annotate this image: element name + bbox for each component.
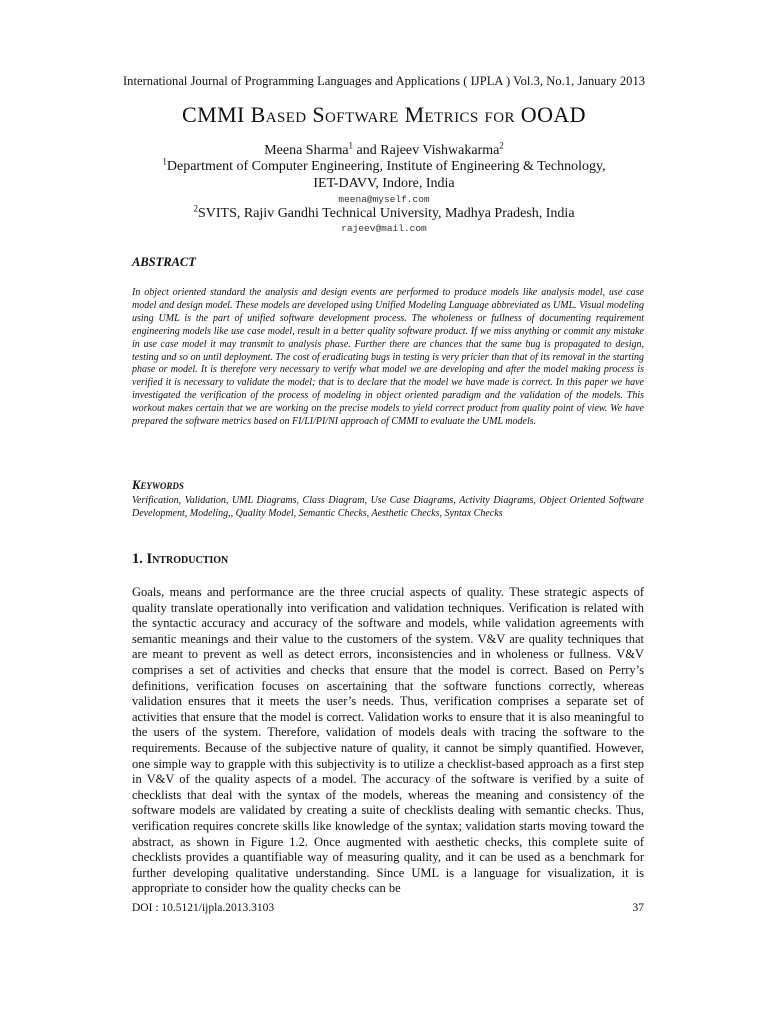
introduction-text: Goals, means and performance are the three crucial aspects of quality. These strategic aspects of quality translate operationally into verification and validation techniques. Verification is related with the syntactic accuracy and accuracy of the software and models, while validation agreements with semantic meanings and their value to the customers of the system. V&V are quality techniques that are meant to prevent as well as detect errors, inconsistencies and in wholeness or fullness. V&V comprises a set of activities and checks that ensure that the model is correct. Based on Perry’s definitions, verification focuses on ascertaining that the software functions correctly, whereas validation ensures that it meets the user’s needs. Thus, verification comprises a separate set of activities that ensure that the model is correct. Validation works to ensure that it is also meaningful to the users of the system. Therefore, validation of models deals with tracing the software to the requirements. Because of the subjective nature of quality, it cannot be simply quantified. However, one simple way to grapple with this subjectivity is to utilize a checklist-based approach as a first step in V&V of the quality aspects of a model. The accuracy of the software is verified by a suite of checklists that deal with the syntax of the models, whereas the meaning and consistency of the software models are validated by creating a suite of checklists dealing with semantic checks. Thus, verification requires concrete skills like knowledge of the syntax; validation starts moving toward the abstract, as shown in Figure 1.2. Once augmented with aesthetic checks, this complete suite of checklists provides a quantifiable way of measuring quality, and it can be used as a benchmark for further developing qualitative understanding. Since UML is a language for visualization, it is appropriate to consider how the quality checks can be [132,585,644,896]
keywords-text: Verification, Validation, UML Diagrams, Class Diagram, Use Case Diagrams, Activity Diagrams, Object Oriented Software Development, Modeling,, Quality Model, Semantic Checks, Aesthetic Checks, Syntax Checks [132,495,644,519]
affiliation-superscript: 1 [162,156,167,167]
abstract-heading: ABSTRACT [132,255,196,269]
footer-doi: DOI : 10.5121/ijpla.2013.3103 [132,902,275,914]
affiliation-text: IET-DAVV, Indore, India [313,176,455,191]
author-name: Rajeev Vishwakarma [380,143,500,158]
affiliation-superscript: 2 [193,203,198,214]
author-email: rajeev@mail.com [341,223,427,234]
affiliation-1 [0,158,768,192]
section-heading: 1. Introduction [132,551,229,567]
author-join: and [353,143,381,158]
author-superscript: 2 [499,140,504,151]
affiliation-text: Department of Computer Engineering, Institute of Engineering & Technology, [166,159,606,174]
abstract-text: In object oriented standard the analysis and design events are performed to produce models like analysis model, use case model and design model. These models are developed using Unified Modeling Language abbreviated as UML. Visual modeling using UML is the part of unified software development process. The wholeness or fullness of documenting requirement engineering models like use case model, result in a better quality software product. If we miss anything or commit any mistake in use case model it may transmit to analysis phase. Further there are chances that the same bug is propagated to design, testing and so on until deployment. The cost of eradicating bugs in testing is very pricier than that of its removal in the starting phase or model. It is therefore very necessary to verify what model we are developing and after the model making process is verified it is necessary to validate the model; that is to declare that the model we have made is correct. In this paper we have investigated the verification of the process of modeling in object oriented paradigm and the validation of the models. This workout makes certain that we are working on the precise models to yield correct product from quality point of view. We have prepared the software metrics based on FI/LI/PI/NI approach of CMMI to evaluate the UML models. [132,287,644,428]
author-line [0,140,768,159]
paper-title: CMMI Based Software Metrics for OOAD [182,102,586,127]
author-email: meena@myself.com [338,194,430,205]
author-name: Meena Sharma [264,143,349,158]
affiliation-text: SVITS, Rajiv Gandhi Technical University, Madhya Pradesh, India [197,206,575,221]
page-number: 37 [632,902,644,914]
affiliation-2 [0,205,768,222]
journal-header: International Journal of Programming Languages and Applications ( IJPLA ) Vol.3, No.1, January 2013 [122,74,646,88]
author-superscript: 1 [348,140,354,151]
keywords-heading: Keywords [132,478,184,492]
